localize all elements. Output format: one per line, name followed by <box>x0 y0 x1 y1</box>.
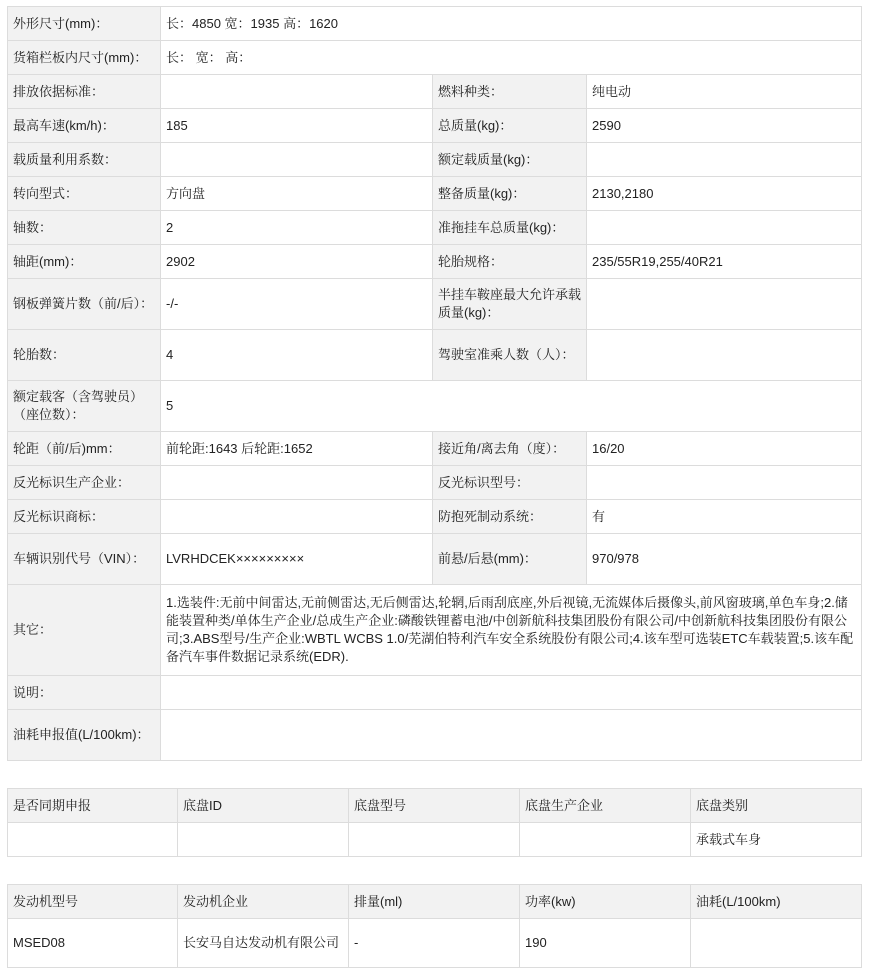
chassis-header-cell: 是否同期申报 <box>8 789 178 823</box>
dimensions-label: 外形尺寸(mm)： <box>8 7 161 41</box>
fuel-consumption-label: 油耗申报值(L/100km)： <box>8 710 161 761</box>
overhang-label: 前悬/后悬(mm)： <box>433 534 587 585</box>
chassis-table <box>7 788 862 857</box>
dimensions-value: 长：4850 宽：1935 高：1620 <box>161 7 862 41</box>
abs-label: 防抱死制动系统： <box>433 500 587 534</box>
trailer-mass-label: 准拖挂车总质量(kg)： <box>433 211 587 245</box>
chassis-header-cell: 底盘型号 <box>349 789 520 823</box>
leaf-spring-value: -/- <box>161 279 433 330</box>
emission-label: 排放依据标准： <box>8 75 161 109</box>
chassis-header-cell: 底盘ID <box>178 789 349 823</box>
engine-row <box>8 919 862 968</box>
axles-value: 2 <box>161 211 433 245</box>
curb-mass-label: 整备质量(kg)： <box>433 177 587 211</box>
tire-count-value: 4 <box>161 330 433 381</box>
chassis-cell <box>520 823 691 857</box>
engine-cell: MSED08 <box>8 919 178 968</box>
engine-header-cell: 功率(kw) <box>520 885 691 919</box>
note-value <box>161 676 862 710</box>
wheelbase-label: 轴距(mm)： <box>8 245 161 279</box>
other-value: 1.选装件:无前中间雷达,无前侧雷达,无后侧雷达,轮辋,后雨刮底座,外后视镜,无流媒体后摄像头,前风窗玻璃,单色车身;2.储能装置种类/单体生产企业/总成生产企业:磷酸铁锂蓄电池/中创新航科技集团股份有限公司/中创新航科技集团股份有限公司;3.ABS型号/生产企业:WBTL WCBS 1.0/芜湖伯特利汽车安全系统股份有限公司;4.该车型可选装ETC车载装置;5.该车配备汽车事件数据记录系统(EDR). <box>161 585 862 676</box>
overhang-value: 970/978 <box>587 534 862 585</box>
rated-load-label: 额定载质量(kg)： <box>433 143 587 177</box>
leaf-spring-label: 钢板弹簧片数（前/后）： <box>8 279 161 330</box>
max-speed-label: 最高车速(km/h)： <box>8 109 161 143</box>
other-label: 其它： <box>8 585 161 676</box>
chassis-row <box>8 823 862 857</box>
engine-header-cell: 发动机型号 <box>8 885 178 919</box>
note-label: 说明： <box>8 676 161 710</box>
track-label: 轮距（前/后)mm： <box>8 432 161 466</box>
rated-passengers-label: 额定载客（含驾驶员）（座位数）： <box>8 381 161 432</box>
fuel-value: 纯电动 <box>587 75 862 109</box>
max-speed-value: 185 <box>161 109 433 143</box>
vehicle-spec-table <box>7 6 862 761</box>
cab-seats-label: 驾驶室准乘人数（人）： <box>433 330 587 381</box>
abs-value: 有 <box>587 500 862 534</box>
engine-table <box>7 884 862 968</box>
tire-spec-label: 轮胎规格： <box>433 245 587 279</box>
steering-label: 转向型式： <box>8 177 161 211</box>
angle-label: 接近角/离去角（度）： <box>433 432 587 466</box>
cargo-box-label: 货箱栏板内尺寸(mm)： <box>8 41 161 75</box>
fuel-consumption-value <box>161 710 862 761</box>
track-value: 前轮距:1643 后轮距:1652 <box>161 432 433 466</box>
engine-header-cell: 油耗(L/100km) <box>691 885 862 919</box>
cargo-box-value: 长： 宽： 高： <box>161 41 862 75</box>
total-mass-value: 2590 <box>587 109 862 143</box>
reflect-maker-value <box>161 466 433 500</box>
chassis-header-cell: 底盘类别 <box>691 789 862 823</box>
engine-cell: 长安马自达发动机有限公司 <box>178 919 349 968</box>
vin-label: 车辆识别代号（VIN）： <box>8 534 161 585</box>
curb-mass-value: 2130,2180 <box>587 177 862 211</box>
engine-cell: 190 <box>520 919 691 968</box>
engine-header-cell: 发动机企业 <box>178 885 349 919</box>
angle-value: 16/20 <box>587 432 862 466</box>
chassis-cell <box>178 823 349 857</box>
axles-label: 轴数： <box>8 211 161 245</box>
saddle-label: 半挂车鞍座最大允许承载质量(kg)： <box>433 279 587 330</box>
reflect-brand-label: 反光标识商标： <box>8 500 161 534</box>
tire-spec-value: 235/55R19,255/40R21 <box>587 245 862 279</box>
rated-load-value <box>587 143 862 177</box>
total-mass-label: 总质量(kg)： <box>433 109 587 143</box>
trailer-mass-value <box>587 211 862 245</box>
vin-value: LVRHDCEK××××××××× <box>161 534 433 585</box>
reflect-brand-value <box>161 500 433 534</box>
reflect-model-value <box>587 466 862 500</box>
chassis-header-cell: 底盘生产企业 <box>520 789 691 823</box>
wheelbase-value: 2902 <box>161 245 433 279</box>
tire-count-label: 轮胎数： <box>8 330 161 381</box>
cab-seats-value <box>587 330 862 381</box>
chassis-cell <box>349 823 520 857</box>
engine-header-cell: 排量(ml) <box>349 885 520 919</box>
fuel-label: 燃料种类： <box>433 75 587 109</box>
steering-value: 方向盘 <box>161 177 433 211</box>
emission-value <box>161 75 433 109</box>
chassis-cell: 承载式车身 <box>691 823 862 857</box>
reflect-model-label: 反光标识型号： <box>433 466 587 500</box>
saddle-value <box>587 279 862 330</box>
load-coef-value <box>161 143 433 177</box>
rated-passengers-value: 5 <box>161 381 862 432</box>
reflect-maker-label: 反光标识生产企业： <box>8 466 161 500</box>
chassis-cell <box>8 823 178 857</box>
load-coef-label: 载质量利用系数： <box>8 143 161 177</box>
engine-cell <box>691 919 862 968</box>
engine-cell: - <box>349 919 520 968</box>
